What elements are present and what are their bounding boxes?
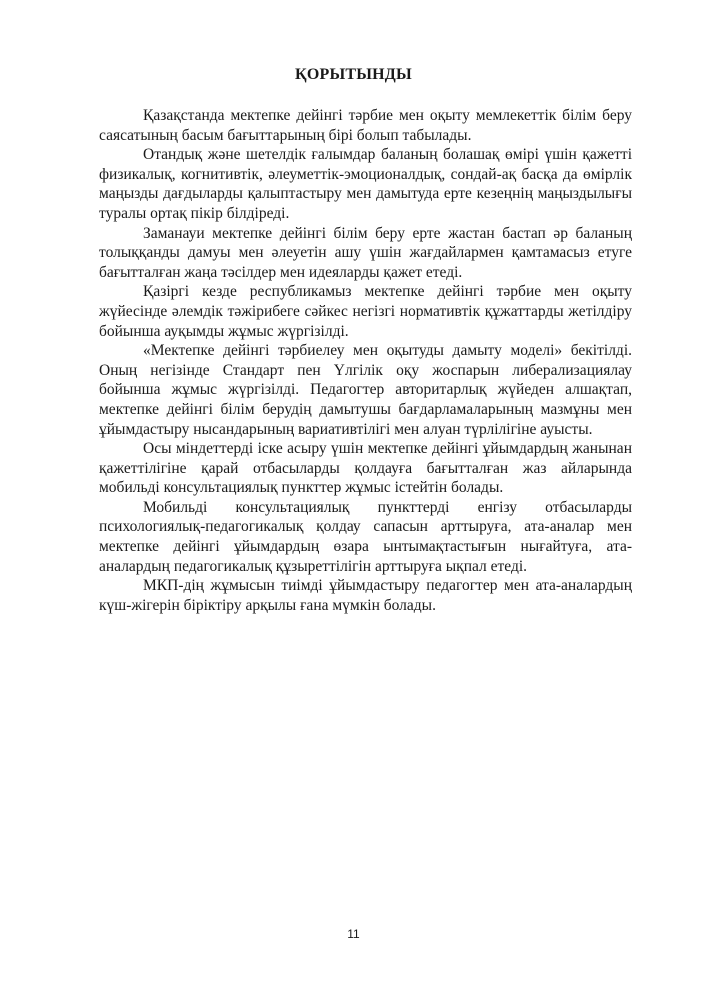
paragraph: Қазіргі кезде республикамыз мектепке дейінгі тәрбие мен оқыту жүйесінде әлемдік тәжірибеге сәйкес негізгі нормативтік құжаттарды жетілдіру бойынша ауқымды жұмыс жүргізілді. — [99, 283, 632, 340]
paragraph: «Мектепке дейінгі тәрбиелеу мен оқытуды дамыту моделі» бекітілді. Оның негізінде Стандарт пен Үлгілік оқу жоспарын либерализациялау бойынша жұмыс жүргізілді. Педагогтер авторитарлық жүйеден алшақтап, мектепке дейінгі білім берудің дамытушы бағдарламаларының мазмұны мен ұйымдастыру нысандарының вариативтілігі мен алуан түрлілігіне ауысты. — [99, 342, 632, 438]
paragraph: Отандық және шетелдік ғалымдар баланың болашақ өмірі үшін қажетті физикалық, когнитивтік, әлеуметтік-эмоционалдық, сондай-ақ басқа да өмірлік маңызды дағдыларды қалыптастыру мен дамытуда ерте кезеңнің маңыздылығы туралы ортақ пікір білдіреді. — [99, 146, 632, 222]
page-title: ҚОРЫТЫНДЫ — [295, 66, 412, 83]
body-text — [99, 106, 632, 615]
paragraph: Осы міндеттерді іске асыру үшін мектепке дейінгі ұйымдардың жанынан қажеттілігіне қарай отбасыларды қолдауға бағытталған жаз айларында мобильді консультациялық пункттер жұмыс істейтін болады. — [99, 440, 632, 497]
paragraph: Мобильді консультациялық пункттерді енгізу отбасыларды психологиялық-педагогикалық қолдау сапасын арттыруға, ата-аналар мен мектепке дейінгі ұйымдардың өзара ынтымақтастығын нығайтуға, ата-аналардың педагогикалық құзыреттілігін арттыруға ықпал етеді. — [99, 498, 632, 575]
paragraph: Заманауи мектепке дейінгі білім беру ерте жастан бастап әр баланың толыққанды дамуы мен әлеуетін ашу үшін жағдайлармен қамтамасыз етуге бағытталған жаңа тәсілдер мен идеяларды қажет етеді. — [99, 224, 632, 281]
paragraph: МКП-дің жұмысын тиімді ұйымдастыру педагогтер мен ата-аналардың күш-жігерін біріктіру арқылы ғана мүмкін болады. — [99, 577, 632, 614]
page-number: 11 — [347, 927, 360, 941]
paragraph: Қазақстанда мектепке дейінгі тәрбие мен оқыту мемлекеттік білім беру саясатының басым бағыттарының бірі болып табылады. — [99, 107, 632, 144]
